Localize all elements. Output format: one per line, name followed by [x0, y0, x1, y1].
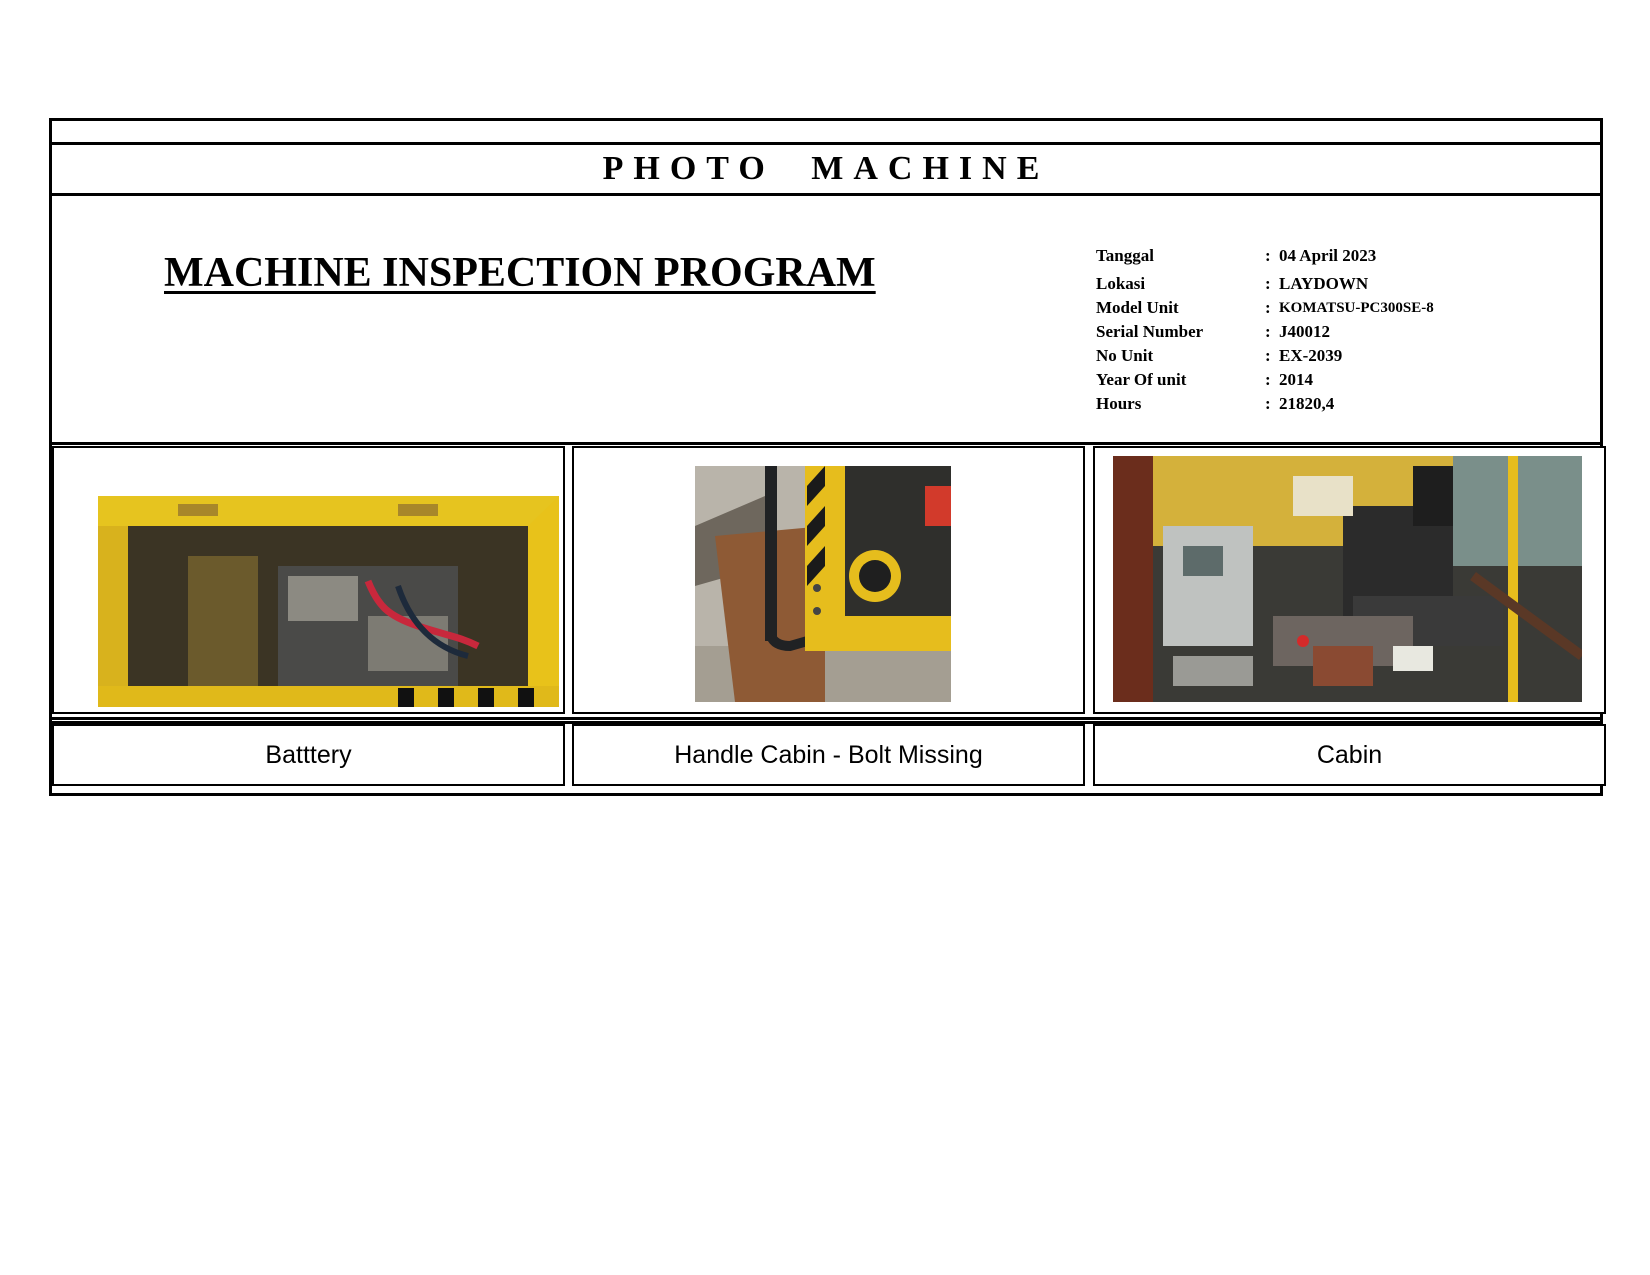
banner-title: PHOTO MACHINE [602, 150, 1050, 187]
caption-handle-cabin: Handle Cabin - Bolt Missing [572, 724, 1085, 786]
program-title: MACHINE INSPECTION PROGRAM [164, 250, 876, 296]
info-divider [52, 442, 1600, 445]
caption-battery: Batttery [52, 724, 565, 786]
photo-machine-sheet [49, 118, 1603, 796]
info-value: 21820,4 [1279, 394, 1335, 413]
info-label: Model Unit [1096, 298, 1179, 317]
photo-cell-battery [52, 446, 565, 714]
info-label: Serial Number [1096, 322, 1204, 341]
info-label: No Unit [1096, 346, 1154, 365]
info-label: Hours [1096, 394, 1142, 413]
info-value: EX-2039 [1279, 346, 1343, 365]
battery-photo [98, 496, 559, 707]
photo-bottom-divider [52, 717, 1600, 720]
info-value: 04 April 2023 [1279, 246, 1377, 265]
info-label: Lokasi [1096, 274, 1146, 293]
info-colon: : [1265, 346, 1271, 365]
info-label: Tanggal [1096, 246, 1154, 265]
info-colon: : [1265, 298, 1271, 317]
info-value: KOMATSU-PC300SE-8 [1279, 300, 1434, 316]
info-value: J40012 [1279, 322, 1330, 341]
info-colon: : [1265, 370, 1271, 389]
handle-cabin-photo [695, 466, 951, 702]
photo-cell-handle-cabin [572, 446, 1085, 714]
info-colon: : [1265, 322, 1271, 341]
caption-cabin: Cabin [1093, 724, 1606, 786]
banner-divider [52, 193, 1600, 196]
cabin-photo [1113, 456, 1582, 702]
info-label: Year Of unit [1096, 370, 1187, 389]
info-colon: : [1265, 246, 1271, 265]
info-colon: : [1265, 394, 1271, 413]
info-value: LAYDOWN [1279, 274, 1369, 293]
info-value: 2014 [1279, 370, 1313, 389]
info-colon: : [1265, 274, 1271, 293]
photo-cell-cabin [1093, 446, 1606, 714]
